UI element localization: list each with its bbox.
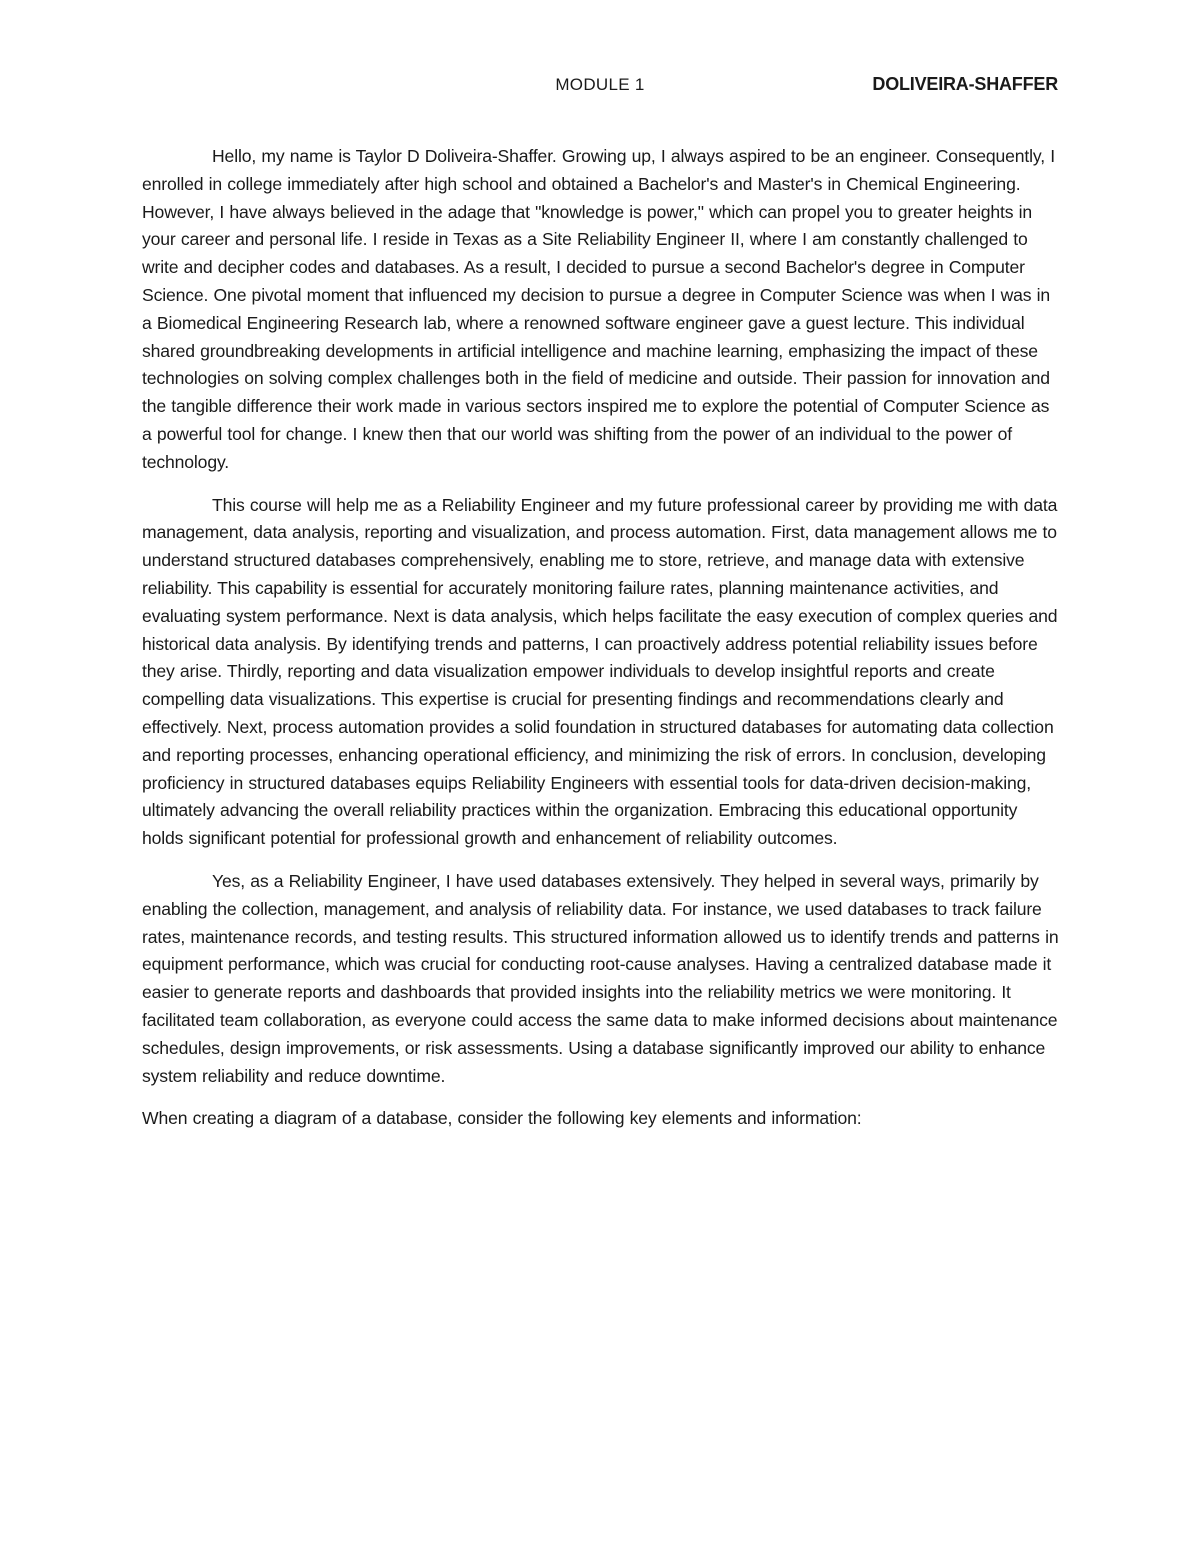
paragraph-course-benefits: This course will help me as a Reliability Engineer and my future professional career by providing me with data management, data analysis, reporting and visualization, and process automation. First, data management allows me to understand structured databases comprehensively, enabling me to store, retrieve, and manage data with extensive reliability. This capability is essential for accurately monitoring failure rates, planning maintenance activities, and evaluating system performance. Next is data analysis, which helps facilitate the easy execution of complex queries and historical data analysis. By identifying trends and patterns, I can proactively address potential reliability issues before they arise. Thirdly, reporting and data visualization empower individuals to develop insightful reports and create compelling data visualizations. This expertise is crucial for presenting findings and recommendations clearly and effectively. Next, process automation provides a solid foundation in structured databases for automating data collection and reporting processes, enhancing operational efficiency, and minimizing the risk of errors. In conclusion, developing proficiency in structured databases equips Reliability Engineers with essential tools for data-driven decision-making, ultimately advancing the overall reliability practices within the organization. Embracing this educational opportunity holds significant potential for professional growth and enhancement of reliability outcomes. bbox=[142, 494, 1058, 849]
paragraph-diagram-intro: When creating a diagram of a database, consider the following key elements and information: bbox=[142, 1108, 862, 1129]
header-author: DOLIVEIRA-SHAFFER bbox=[872, 74, 1058, 94]
document-body bbox=[142, 143, 1060, 1133]
paragraph-introduction: Hello, my name is Taylor D Doliveira-Shaffer. Growing up, I always aspired to be an engineer. Consequently, I enrolled in college immediately after high school and obtained a Bachelor's and Master's in Chemical Engineering. However, I have always believed in the adage that "knowledge is power," which can propel you to greater heights in your career and personal life. I reside in Texas as a Site Reliability Engineer II, where I am constantly challenged to write and decipher codes and databases. As a result, I decided to pursue a second Bachelor's degree in Computer Science. One pivotal moment that influenced my decision to pursue a degree in Computer Science was when I was in a Biomedical Engineering Research lab, where a renowned software engineer gave a guest lecture. This individual shared groundbreaking developments in artificial intelligence and machine learning, emphasizing the impact of these technologies on solving complex challenges both in the field of medicine and outside. Their passion for innovation and the tangible difference their work made in various sectors inspired me to explore the potential of Computer Science as a powerful tool for change. I knew then that our world was shifting from the power of an individual to the power of technology. bbox=[142, 146, 1055, 472]
paragraph-database-experience: Yes, as a Reliability Engineer, I have used databases extensively. They helped in several ways, primarily by enabling the collection, management, and analysis of reliability data. For instance, we used databases to track failure rates, maintenance records, and testing results. This structured information allowed us to identify trends and patterns in equipment performance, which was crucial for conducting root-cause analyses. Having a centralized database made it easier to generate reports and dashboards that provided insights into the reliability metrics we were monitoring. It facilitated team collaboration, as everyone could access the same data to make informed decisions about maintenance schedules, design improvements, or risk assessments. Using a database significantly improved our ability to enhance system reliability and reduce downtime. bbox=[142, 870, 1059, 1086]
header-title: MODULE 1 bbox=[555, 75, 645, 94]
